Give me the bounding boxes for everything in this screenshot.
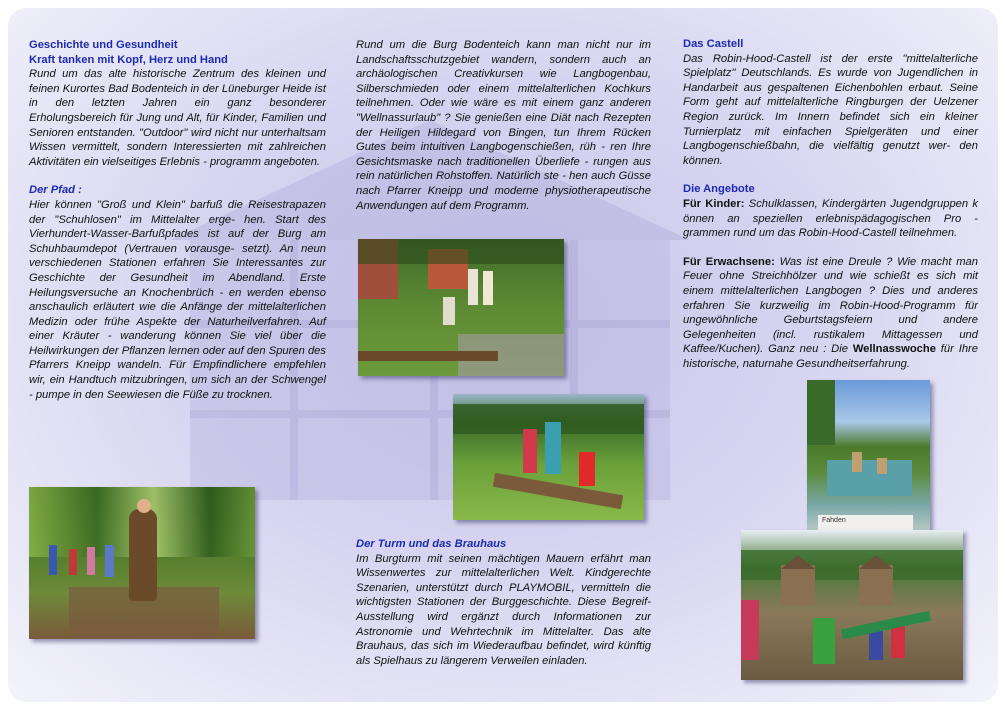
photo-meadow-kids: [453, 394, 644, 520]
photo-forest-walk: [29, 487, 255, 639]
label-fuer-erwachsene: Für Erwachsene:: [683, 255, 775, 268]
photo-herb-garden: [358, 239, 564, 376]
paragraph-pfad: Hier können "Groß und Klein" barfuß die Reisestrapazen der "Schuhlosen" im Mittelalter erge- hen. Start des Vierhundert-Wasser-Barfußpfades ist auf der Burg am Schuhbaumdepot (Vertrauen vorausge- setzt). An neun verschiedenen Stationen erfahren Sie Interessantes zur Geschichte der Gesundheit im Abendland. Erste Heilungsversuche an Knochenbrüch - en werden ebenso anschaulich erläutert wie die Anfänge der mittelalterlichen Medizin oder frühe Aspekte der Naturheilverfahren. Auf einer Kräuter - wanderung können Sie viel über die Heilwirkungen der Pflanzen lernen oder auf den Spuren des Pfarrers Kneipp wandeln. Für Empfindlichere empfehlen wir, ein Handtuch mitzubringen, um sich an der Schwengel - pumpe in den Seewiesen die Füße zu trocknen.: [29, 198, 326, 401]
text-erwachsene-end: für Ihre historische, naturnahe Gesundheitserfahrung.: [683, 343, 978, 370]
column-right: [683, 37, 978, 371]
paragraph-kinder: [683, 197, 978, 241]
heading-castell: Das Castell: [683, 38, 744, 50]
heading-turm-brauhaus: Der Turm und das Brauhaus: [356, 538, 507, 550]
text-wellnasswoche: Wellnasswoche: [852, 343, 936, 356]
paragraph-burg: Rund um die Burg Bodenteich kann man nicht nur im Landschaftsschutzgebiet wandern, sondern auch an archäologischen Creativkursen wie Langbogenbau, Silberschmieden oder einem mittelalterlichen Kochkurs teilnehmen. Oder wie wäre es mit einem ganz anderen "Wellnassurlaub" ? Sie genießen eine Diät nach Rezepten der Heiligen Hildegard von Bingen, tun Ihrem Rücken Gutes beim intuitiven Langbogenschießen, rüh - ren Ihre Gesichtsmaske nach traditionellen Überliefe - rungen aus rein natürlichen Rohstoffen. Natürlich ste - hen auch Güsse nach Pfarrer Kneipp und moderne physiotherapeutische Anwendungen auf dem Programm.: [356, 39, 651, 212]
column-left: [29, 38, 326, 402]
photo-robin-hood-castell: [741, 530, 963, 680]
label-fuer-kinder: Für Kinder:: [683, 197, 745, 210]
text-fuer-erwachsene: Was ist eine Dreule ? Wie macht man Feuer ohne Streichhölzer und wie schießt es sich mit einem mittelalterlichen Langbogen ? Dies und anderes erfahren Sie kurzweilig im Robin-Hood-Programm für ungewöhnliche Geburtstagsfeiern und andere Gelegenheiten (incl. rustikalem Mittagessen und Kaffee/Kuchen). Ganz neu : Die: [683, 255, 979, 356]
column-middle: [356, 38, 651, 213]
paragraph-turm: Im Burgturm mit seinen mächtigen Mauern erfährt man Wissenwertes zur mittelalterlichen Welt. Kindgerechte Szenarien, unterstützt durch PLAYMOBIL, vermitteln die wichtigsten Stationen der Burggeschichte. Diese Begreif-Ausstellung wird ergänzt durch Informationen zur Astronomie und Wehrtechnik im Mittelalter. Das alte Brauhaus, das sich im Wiederaufbau befindet, wird künftig als Spielhaus zu längerem Verweilen einladen.: [356, 552, 651, 667]
column-middle-lower: [356, 537, 651, 668]
heading-der-pfad: Der Pfad :: [29, 184, 82, 197]
info-sign: Fahden: [818, 515, 913, 537]
text-fuer-kinder: Schulklassen, Kindergärten Jugendgruppen k önnen an speziellen erlebnispädagogischen Pro - grammen rund um das Robin-Hood-Castell teilnehmen.: [683, 197, 978, 240]
heading-geschichte: Geschichte und Gesundheit: [29, 39, 178, 51]
heading-kraft-tanken: Kraft tanken mit Kopf, Herz und Hand: [29, 53, 228, 66]
paragraph-erwachsene: [683, 255, 978, 372]
paragraph-castell: Das Robin-Hood-Castell ist der erste "mittelalterliche Spielplatz" Deutschlands. Es wurde von Jugendlichen in Handarbeit aus gespaltenen Eichenbohlen erbaut. Seine Form geht auf mittelalterliche Ringburgen der Uelzener Region zurück. Im Innern befindet sich ein kleiner Turnierplatz mit einfachen Spielgeräten und einer Langbogenschießbahn, die vielfältig genutzt wer- den können.: [683, 52, 978, 167]
paragraph-intro: Rund um das alte historische Zentrum des kleinen und feinen Kurortes Bad Bodenteich in der Lüneburger Heide ist in den letzten Jahren ein ganz besonderer Erholungsbereich für Jung und Alt, für Kinder, Familien und Senioren entstanden. "Outdoor" wird nicht nur unterhaltsam Wissen vermittelt, sondern Interessierten mit zahlreichen Aktivitäten ein vielseitiges Erlebnis - programm angeboten.: [29, 68, 326, 168]
heading-angebote: Die Angebote: [683, 183, 755, 196]
